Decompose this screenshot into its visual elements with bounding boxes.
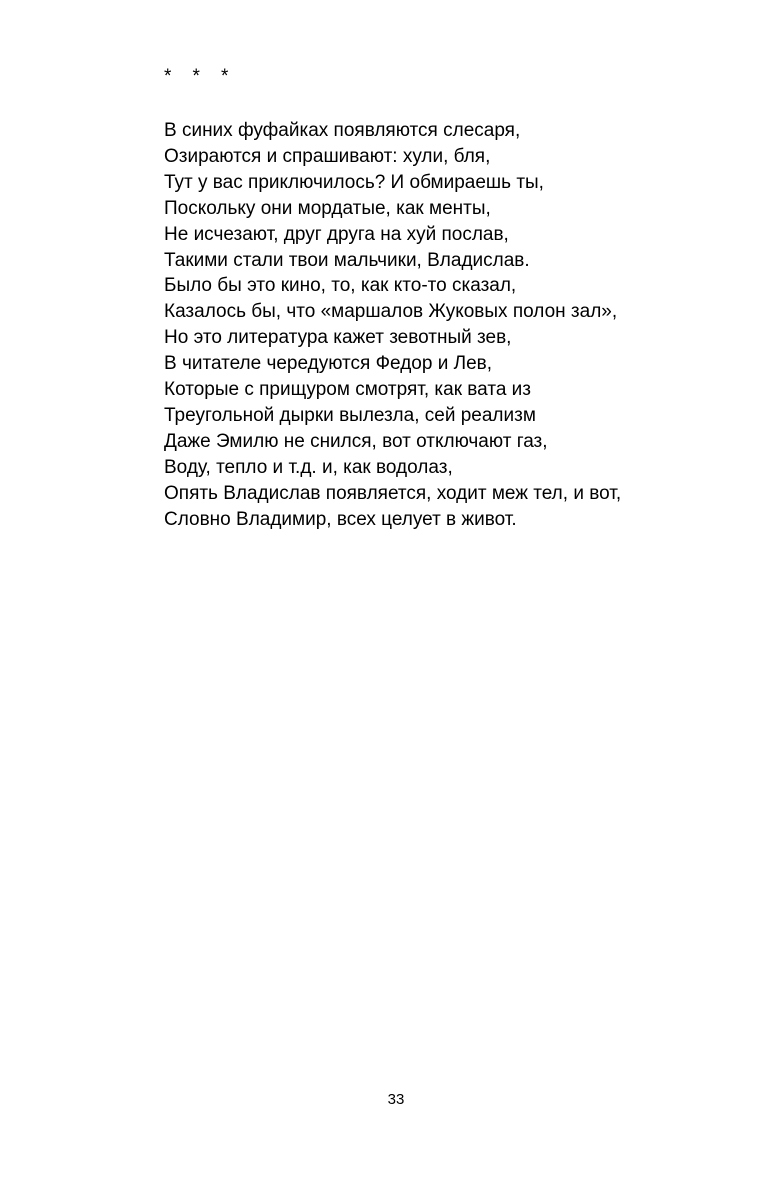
poem-line: Опять Владислав появляется, ходит меж тел, и вот,	[164, 482, 622, 504]
poem-line: Поскольку они мордатые, как менты,	[164, 197, 491, 219]
poem-line: Было бы это кино, то, как кто-то сказал,	[164, 275, 517, 297]
poem-line: Озираются и спрашивают: хули, бля,	[164, 145, 491, 167]
poem-line: Словно Владимир, всех целует в живот.	[164, 508, 517, 530]
poem-text	[164, 118, 754, 533]
poem-line: Такими стали твои мальчики, Владислав.	[164, 249, 530, 271]
poem-line: Треугольной дырки вылезла, сей реализм	[164, 404, 536, 426]
poem-line: В синих фуфайках появляются слесаря,	[164, 120, 521, 141]
section-separator: * * *	[164, 66, 229, 87]
poem-line: Но это литература кажет зевотный зев,	[164, 327, 512, 349]
page-number: 33	[387, 1091, 405, 1108]
poem-line: Тут у вас приключилось? И обмираешь ты,	[164, 171, 544, 193]
poem-line: Которые с прищуром смотрят, как вата из	[164, 379, 531, 401]
poem-line: В читателе чередуются Федор и Лев,	[164, 353, 493, 375]
poem-line: Даже Эмилю не снился, вот отключают газ,	[164, 430, 548, 452]
poem-line: Воду, тепло и т.д. и, как водолаз,	[164, 456, 453, 478]
poem-line: Казалось бы, что «маршалов Жуковых полон зал»,	[164, 301, 618, 323]
poem-line: Не исчезают, друг друга на хуй послав,	[164, 223, 509, 245]
